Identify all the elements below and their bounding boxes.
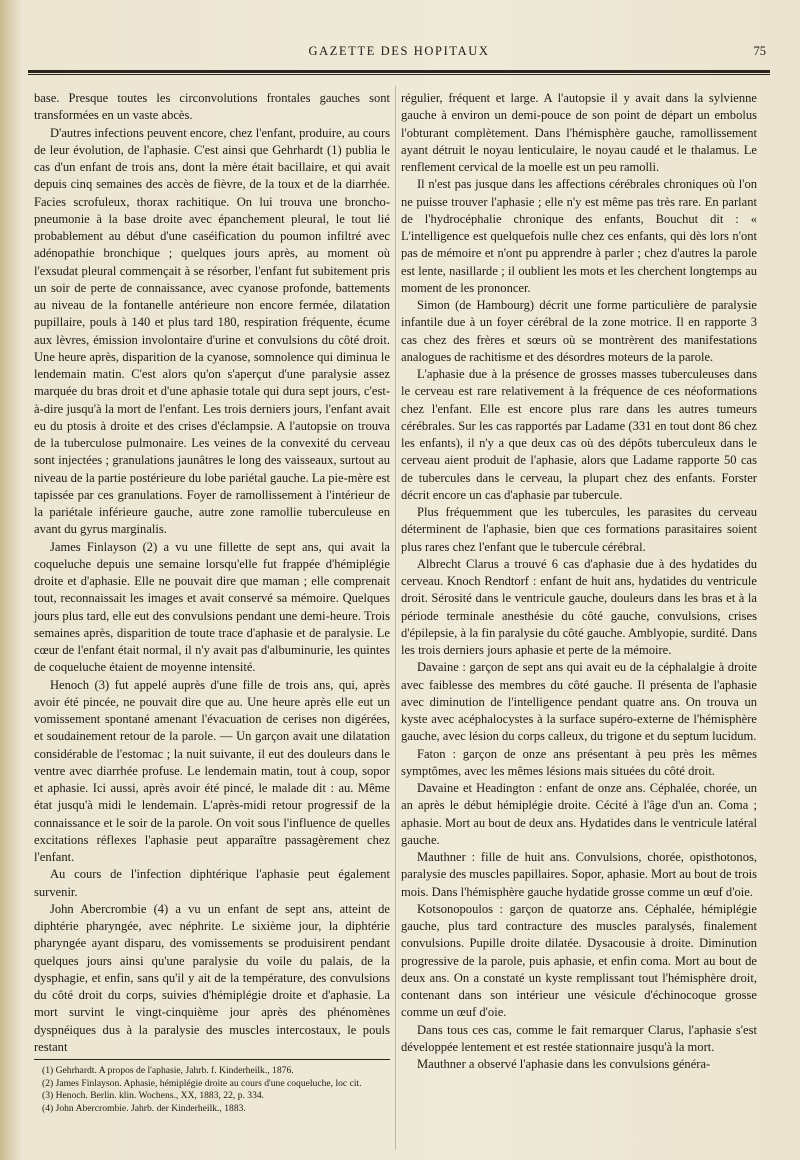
paragraph: Kotsonopoulos : garçon de quatorze ans. Céphalée, hémiplégie gauche, plus tard contracture des muscles paralysés, finalement convulsions. Pupille droite dilatée. Dysacousie à droite. Diminution progressive de la parole, puis aphasie, et enfin coma. Mort au bout de deux ans. On a constaté un kyste remplissant tout l'hémisphère droit, contenant dans son intérieur une vésicule d'échinocoque grosse comme un œuf d'oie.: [401, 901, 757, 1020]
footnote: (4) John Abercrombie. Jahrb. der Kinderheilk., 1883.: [42, 1102, 246, 1114]
paragraph: Davaine et Headington : enfant de onze ans. Céphalée, chorée, un an après le début hémiplégie droite. Cécité à l'âge d'un an. Coma ; aphasie. Mort au bout de deux ans. Hydatides dans le ventricule latéral gauche.: [401, 781, 757, 847]
paragraph: Mauthner : fille de huit ans. Convulsions, chorée, opisthotonos, paralysie des muscles papillaires. Sopor, aphasie. Mort au bout de trois mois. Dans l'hémisphère gauche hydatide grosse comme un œuf d'oie.: [401, 850, 757, 899]
paragraph: Il n'est pas jusque dans les affections cérébrales chroniques où l'on ne puisse trouver l'aphasie ; elle n'y est même pas très rare. En parlant de l'hydrocéphalie chronique des enfants, Bouchut dit : « L'intelligence est quelquefois nulle chez ces enfants, qui dès lors n'ont pas de mémoire et n'ont pu apprendre à parler ; chez d'autres la parole est lente, nasillarde ; il oublient les mots et les cherchent longtemps au moment de les prononcer.: [401, 177, 757, 295]
page-number: 75: [753, 44, 766, 58]
paragraph: Mauthner a observé l'aphasie dans les convulsions généra-: [417, 1057, 711, 1071]
paragraph: Faton : garçon de onze ans présentant à peu près les mêmes symptômes, avec les mêmes lésions mais situées du côté droit.: [401, 746, 757, 778]
footnote: (1) Gehrhardt. A propos de l'aphasie, Jahrb. f. Kinderheilk., 1876.: [42, 1065, 294, 1076]
paragraph: Dans tous ces cas, comme le fait remarquer Clarus, l'aphasie s'est développée lentement et est restée stationnaire jusqu'à la mort.: [401, 1022, 757, 1054]
footnotes: [34, 1059, 390, 1115]
paragraph: John Abercrombie (4) a vu un enfant de sept ans, atteint de diphtérie pharyngée, avec néphrite. Le sixième jour, la diphtérie pharyngée ayant disparu, des vomissements se produisirent pendant quelques jours ainsi qu'une paralysie du voile du palais, de la dysphagie, et enfin, sans qu'il y ait de la température, des convulsions du côté droit du corps, suivies d'hémiplégie droite et d'aphasie. La mort survint le vingt-cinquième jour après des phénomènes dyspnéiques dus à la paralysie des muscles intercostaux, le pouls restant: [34, 901, 390, 1054]
header-rule: [28, 70, 770, 75]
right-column: [401, 90, 757, 1073]
paragraph: régulier, fréquent et large. A l'autopsie il y avait dans la sylvienne gauche à environ un demi-pouce de son point de départ un embolus l'obturant complètement. Dans l'hémisphère gauche, ramollissement ayant détruit le noyau lenticulaire, le noyau caudé et le thalamus. Le renflement cervical de la moelle est un peu ramolli.: [401, 91, 757, 174]
paragraph: Henoch (3) fut appelé auprès d'une fille de trois ans, qui, après avoir été pincée, ne pouvait dire que au. Une heure après elle eut un vomissement spontané amenant l'évacuation de cerises non digérées, et soudainement retour de la parole. — Un garçon avait une dilatation considérable de l'estomac ; la nuit suivante, il eut des douleurs dans le ventre avec diarrhée profuse. Le lendemain matin, tout à coup, sopor et aphasie. Ici aussi, après avoir été pincé, le malade dit : au. Même état jusqu'à midi le lendemain. L'après-midi retour progressif de la connaissance et le soir de la parole. On voit sous l'influence de quelles excitations réflexes l'aphasie peut apparaître passagèrement chez l'enfant.: [34, 677, 390, 864]
running-header: [28, 44, 770, 64]
journal-title: GAZETTE DES HOPITAUX: [308, 44, 490, 58]
paragraph: L'aphasie due à la présence de grosses masses tuberculeuses dans le cerveau est rare relativement à la fréquence de ces néoformations chez l'enfant. Elle est encore plus rare dans les autres tumeurs cérébrales. Sur les cas rapportés par Ladame (331 en tout dont 86 chez les enfants), il n'y a que deux cas où des dépôts tuberculeux dans le cerveau aient produit de l'aphasie, alors que Ladame rapporte 50 cas de tubercules dans le cerveau, la plupart chez des enfants. Forster décrit encore un cas d'aphasie par tubercule.: [401, 367, 757, 502]
paragraph: base. Presque toutes les circonvolutions frontales gauches sont transformées en un vaste abcès.: [34, 91, 390, 123]
footnote: (3) Henoch. Berlin. klin. Wochens., XX, 1883, 22, p. 334.: [42, 1090, 265, 1102]
footnote: (2) James Finlayson. Aphasie, hémiplégie droite au cours d'une coqueluche, loc cit.: [42, 1077, 362, 1089]
left-column: [34, 90, 390, 1056]
paragraph: Plus fréquemment que les tubercules, les parasites du cerveau déterminent de l'aphasie, bien que ces formations parasitaires soient plus rares chez l'enfant que le tubercule cérébral.: [401, 505, 757, 554]
paragraph: Simon (de Hambourg) décrit une forme particulière de paralysie infantile due à un foyer cérébral de la zone motrice. Il en rapporte 3 cas chez des frères et sœurs où se montrèrent des manifestations analogues de rachitisme et des désordres moteurs de la parole.: [401, 298, 757, 364]
paragraph: Davaine : garçon de sept ans qui avait eu de la céphalalgie à droite avec faiblesse des membres du côté gauche. Il présenta de l'aphasie avec diminution de l'intelligence pendant quatre ans. On trouva un kyste avec acéphalocystes à la surface supéro-externe de l'hémisphère gauche, avec lésion du corps calleux, du trigone et du septum lucidum.: [401, 660, 757, 744]
paragraph: Au cours de l'infection diphtérique l'aphasie peut également survenir.: [34, 867, 390, 899]
paragraph: Albrecht Clarus a trouvé 6 cas d'aphasie due à des hydatides du cerveau. Knoch Rendtorf : enfant de huit ans, hydatides du ventricule droit. Sérosité dans le ventricule gauche, douleurs dans les bras et à la période terminale anesthésie du côté gauche, convulsions, crises d'épilepsie, à la fin paralysie du côté gauche. Amblyopie, surdité. Dans les trois derniers jours aphasie et perte de la mémoire.: [401, 556, 757, 657]
paragraph: D'autres infections peuvent encore, chez l'enfant, produire, au cours de leur évolution, de l'aphasie. C'est ainsi que Gehrhardt (1) publia le cas d'un enfant de trois ans, dont la mère était bacillaire, et qui avait depuis cinq semaines des accès de fièvre, de la toux et de la diarrhée. Facies scrofuleux, thorax rachitique. On lui trouva une broncho-pneumonie à la base droite avec épanchement pleural, le tout lié probablement au début d'une caséification du poumon infiltré avec adénopathie bronchique ; quelques jours après, au moment où l'exsudat pleural commençait à se résorber, l'enfant fut subitement pris un soir de perte de connaissance, avec cyanose profonde, battements au niveau de la fontanelle antérieure non encore fermée, dilatation pupillaire, pouls à 140 et plus tard 180, respiration fréquente, écume aux lèvres, émission involontaire d'urine et convulsions du côté droit. Une heure après, disparition de la cyanose, somnolence qui diminua le lendemain matin. C'est alors qu'on s'aperçut d'une paralysie assez marquée du bras droit et d'une aphasie totale qui dura sept jours, c'est-à-dire jusqu'à la mort de l'enfant. Les trois derniers jours, l'enfant avait eu du ptosis à droite et des crises d'éclampsie. A l'autopsie on trouva de la tuberculose pulmonaire. Les veines de la convexité du cerveau sont injectées ; granulations jaunâtres le long des vaisseaux, surtout au niveau de la partie postérieure du lobe pariétal gauche. La pie-mère est tapissée par ces granulations. Foyer de ramollissement à l'intérieur de la pariétale inférieure gauche, autre zone ramollie tuberculeuse en avant du gyrus marginalis.: [34, 125, 391, 537]
paragraph: James Finlayson (2) a vu une fillette de sept ans, qui avait la coqueluche depuis une semaine lorsqu'elle fut frappée d'hémiplégie droite et d'aphasie. Elle ne pouvait dire que maman ; elle comprenait tout, reconnaissait les images et avait conservé sa mémoire. Quelques jours plus tard, elle eut des convulsions pendant une demi-heure. Trois semaines après, disparition de toute trace d'aphasie et de paralysie. Le cœur de l'enfant était normal, il n'y avait pas d'albuminurie, les quintes de coqueluche étaient de moyenne intensité.: [34, 539, 390, 675]
column-divider: [395, 86, 396, 1150]
